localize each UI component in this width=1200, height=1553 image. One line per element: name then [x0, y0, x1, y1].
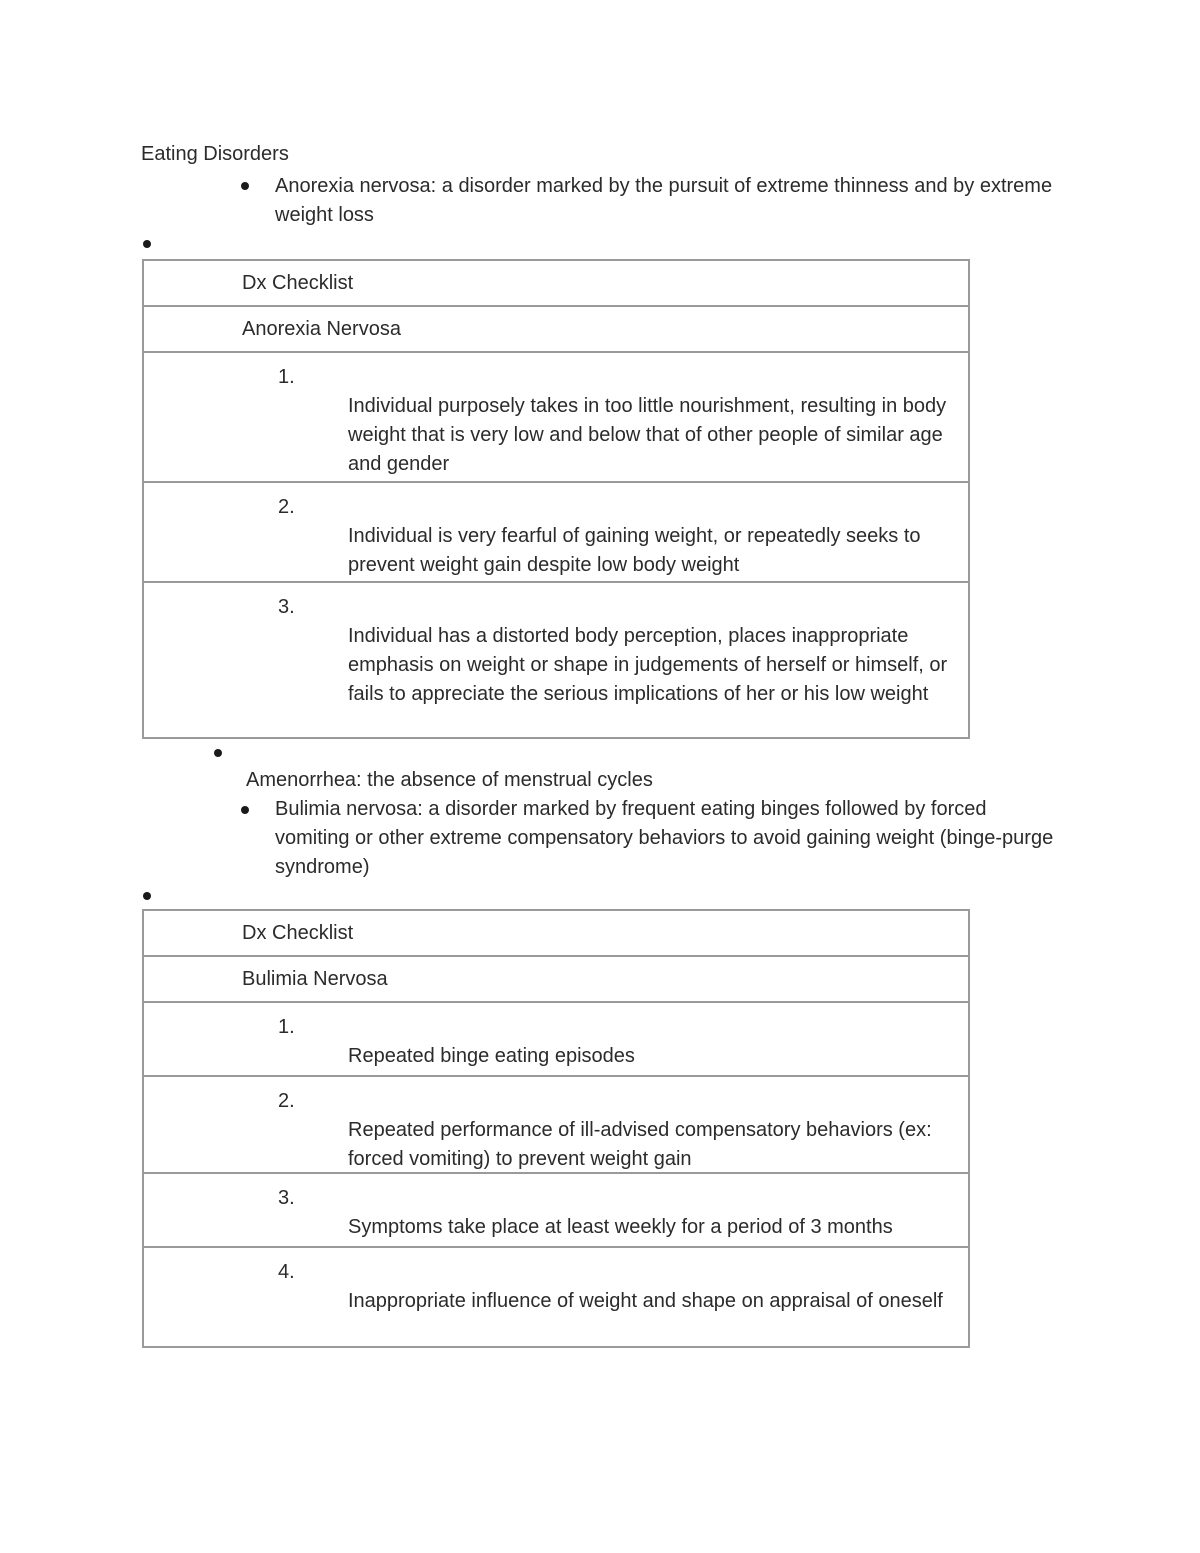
anorexia-definition: Anorexia nervosa: a disorder marked by the pursuit of extreme thinness and by extreme weight loss — [275, 175, 1053, 226]
item-text: Symptoms take place at least weekly for a period of 3 months — [348, 1216, 893, 1238]
item-text: Individual purposely takes in too little nourishment, resulting in body weight that is very low and below that of other people of similar age and gender — [348, 395, 947, 475]
bulimia-checklist-table — [142, 909, 970, 1348]
table-subheader-row — [144, 307, 968, 353]
bullet-icon — [241, 182, 249, 190]
item-number: 2. — [278, 496, 295, 518]
anorexia-checklist-table — [142, 259, 970, 739]
amenorrhea-definition: Amenorrhea: the absence of menstrual cycles — [246, 769, 653, 791]
table-header-row — [144, 911, 968, 957]
bullet-icon — [214, 749, 222, 757]
item-text: Individual is very fearful of gaining weight, or repeatedly seeks to prevent weight gain despite low body weight — [348, 525, 921, 576]
table-subheader-row — [144, 957, 968, 1003]
table-row — [144, 1174, 968, 1248]
table-header: Dx Checklist — [242, 922, 354, 944]
table-row — [144, 1077, 968, 1174]
document-title: Eating Disorders — [141, 143, 289, 165]
table-row — [144, 353, 968, 483]
bulimia-definition: Bulimia nervosa: a disorder marked by frequent eating binges followed by forced vomiting or other extreme compensatory behaviors to avoid gaining weight (binge-purge syndrome) — [275, 798, 1054, 878]
item-number: 1. — [278, 366, 295, 388]
table-row — [144, 1248, 968, 1346]
table-row — [144, 1003, 968, 1077]
item-number: 1. — [278, 1016, 295, 1038]
table-subheader: Anorexia Nervosa — [242, 318, 401, 340]
table-header: Dx Checklist — [242, 272, 354, 294]
bullet-icon — [143, 892, 151, 900]
item-number: 3. — [278, 1187, 295, 1209]
table-header-row — [144, 261, 968, 307]
item-text: Inappropriate influence of weight and shape on appraisal of oneself — [348, 1290, 943, 1312]
item-text: Repeated performance of ill-advised compensatory behaviors (ex: forced vomiting) to prevent weight gain — [348, 1119, 932, 1170]
table-row — [144, 583, 968, 737]
item-text: Individual has a distorted body perception, places inappropriate emphasis on weight or shape in judgements of herself or himself, or fails to appreciate the serious implications of her or his low weight — [348, 625, 948, 705]
item-number: 2. — [278, 1090, 295, 1112]
table-row — [144, 483, 968, 583]
bullet-icon — [143, 240, 151, 248]
bullet-icon — [241, 806, 249, 814]
item-number: 4. — [278, 1261, 295, 1283]
table-subheader: Bulimia Nervosa — [242, 968, 388, 990]
item-number: 3. — [278, 596, 295, 618]
item-text: Repeated binge eating episodes — [348, 1045, 635, 1067]
